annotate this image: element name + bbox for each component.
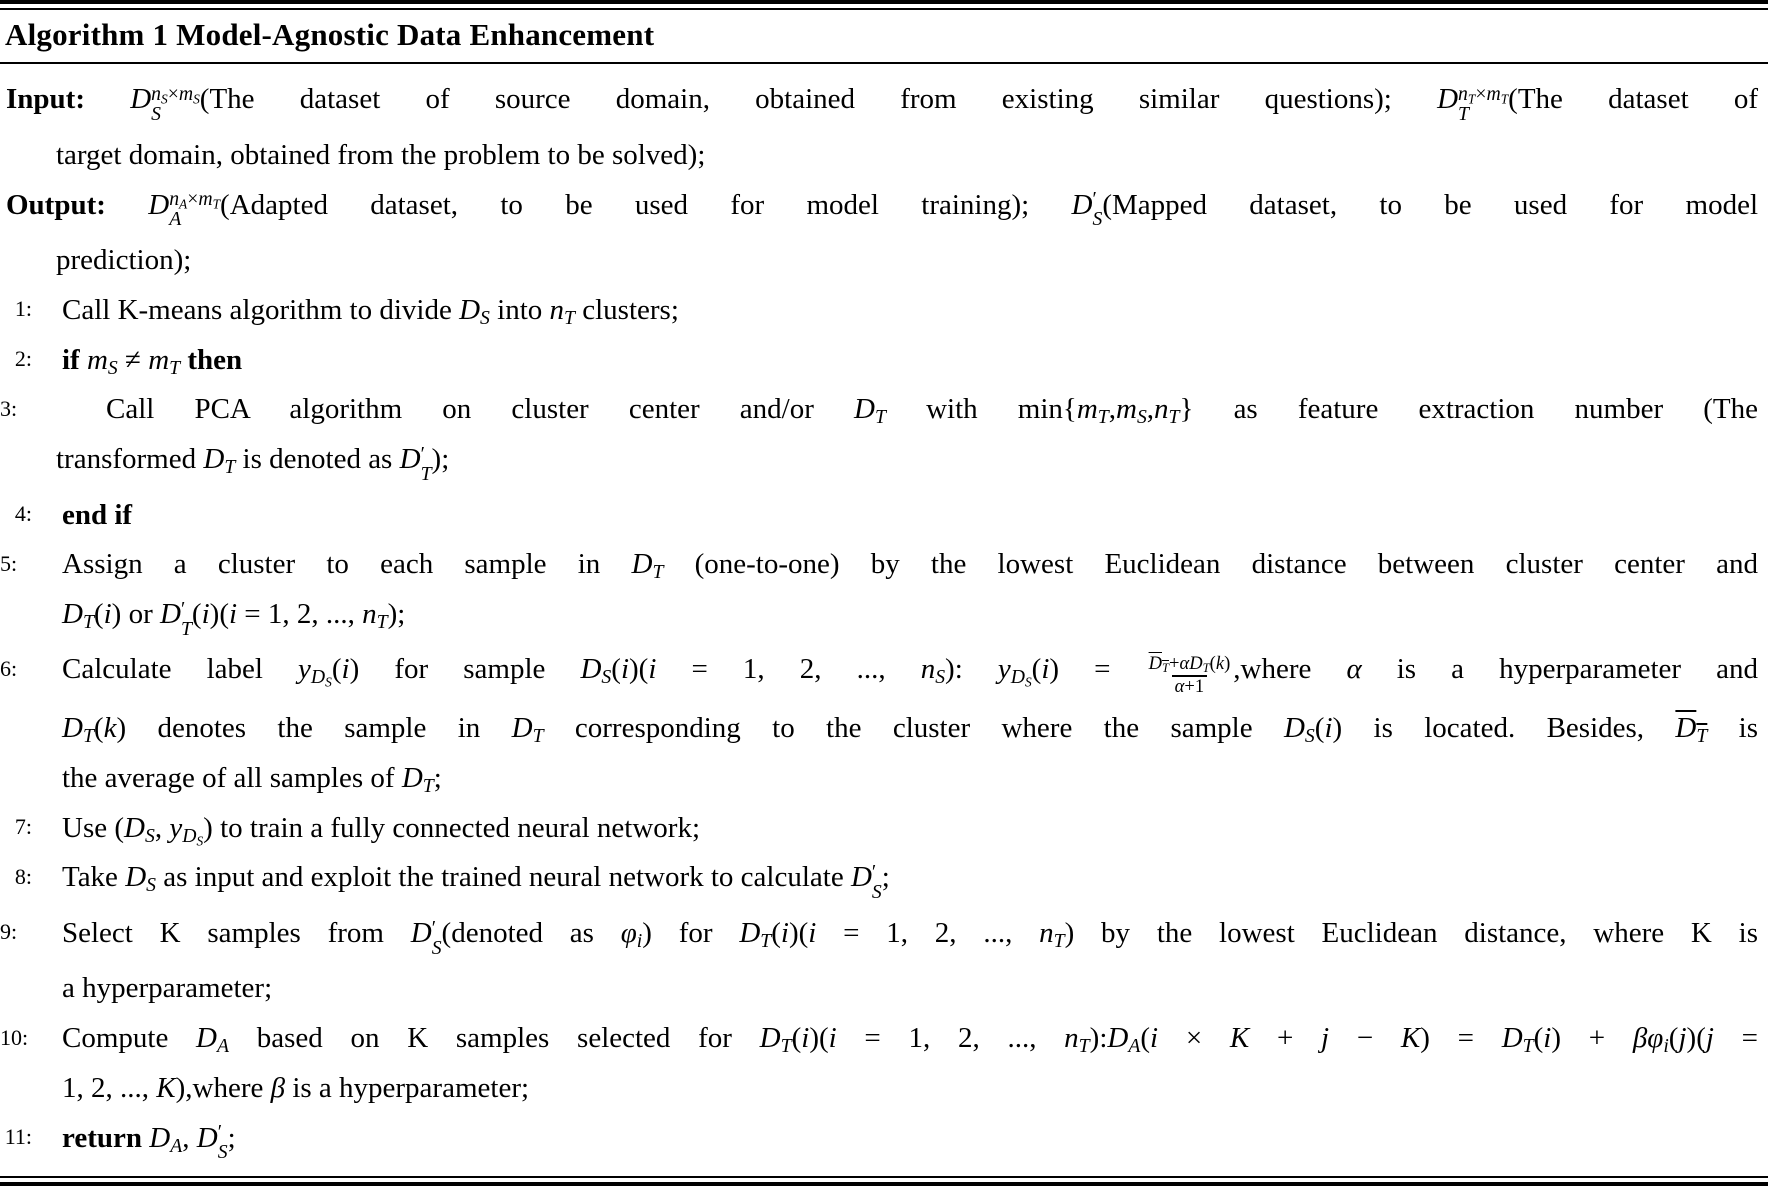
math-expression: D ′ T (i)(i = 1, 2, ..., $n_T$) [160, 597, 398, 640]
math-expression: $m_T,m_S,n_T$ [1076, 393, 1180, 429]
math-expression: D $n_S\times m_S$ S [130, 83, 200, 126]
line-number: 9: [0, 919, 18, 945]
math-expression: $D_T$ [631, 548, 664, 584]
algo-line-11: $D_T(i)$ or D ′ T (i)(i = 1, 2, ..., $n_T$); [62, 597, 406, 640]
line-number: 3: [0, 395, 18, 421]
algo-line-15: 7: Use ($D_S$, $y_{D_S}$) to train a fully connected neural network; [0, 809, 1758, 847]
math-expression: 1, 2, ..., K) [62, 1071, 186, 1104]
algo-line-6: 2: if $m_S \ne m_T$ then [0, 341, 1758, 379]
math-expression: D $n_T\times m_T$ T [1437, 83, 1509, 126]
line-number: 2: [14, 346, 32, 372]
math-expression: $D_T$ [854, 393, 886, 429]
line-number: 10: [0, 1024, 29, 1050]
math-expression: D ′ S [1071, 188, 1103, 231]
algo-line-8: transformed $D_T$ is denoted as D ′ T ); [56, 442, 450, 485]
math-expression: $D_T(k)$ [62, 712, 127, 748]
math-expression: β [270, 1071, 286, 1104]
algo-line-14: the average of all samples of $D_T$; [62, 761, 442, 797]
algo-line-21: 11: return $D_A$, D ′ S ; [0, 1119, 1758, 1163]
algo-line-16: 8: Take $D_S$ as input and exploit the trained neural network to calculate D ′ S ; [0, 858, 1758, 902]
algorithm-body [0, 64, 1768, 1176]
math-expression: $D_T(i)(i = 1$, 2, ..., $n_T$) [739, 916, 1075, 952]
algo-line-13: $D_T(k)$ denotes the sample in $D_T$ corresponding to the cluster where the sample $D_S(i)$ is located. Besides, $D_T$ is [62, 712, 1759, 748]
line-number: 11: [4, 1124, 32, 1150]
algorithm-title: Algorithm 1 Model-Agnostic Data Enhancement [5, 17, 655, 52]
math-expression: $D_T$ [203, 443, 236, 478]
math-expression: $D_A$ [149, 1121, 183, 1157]
algo-line-1: Input: D $n_S\times m_S$ S (The dataset of source domain, obtained from existing similar questions); D $n_T\times m_T$ T (The dataset of [6, 83, 1758, 126]
line-number: 5: [0, 550, 18, 576]
line-number: 4: [14, 500, 32, 526]
bottom-rule-thick [0, 1182, 1768, 1186]
math-expression: $n_T$ [549, 293, 575, 329]
math-expression: $y_{D_S}(i)$ [298, 653, 360, 690]
algo-line-18: a hyperparameter; [62, 972, 273, 1005]
algo-line-3: Output: D $n_A\times m_T$ A (Adapted dataset, to be used for model training); D ′ S (Mapped dataset, to be used for model [6, 188, 1759, 231]
math-expression: D ′ S [850, 861, 882, 904]
algo-line-9: 4: end if [0, 496, 1758, 534]
algo-line-17: 9: Select K samples from D ′ S (denoted as $\varphi_i$) for $D_T(i)(i = 1$, 2, ..., $n_T$) by the lowest Euclidean distance, where K is [0, 916, 1758, 959]
algo-line-20: 1, 2, ..., K),where β is a hyperparameter; [62, 1071, 530, 1104]
math-expression: $D_T$ [401, 761, 434, 797]
line-number: 1: [14, 296, 32, 322]
algo-line-12: 6: Calculate label $y_{D_S}(i)$ for sample $D_S(i)(i = 1$, 2, ..., $n_S$): $y_{D_S}(i)$ = $\frac{D_T+\alpha D_T(k)}{\alpha+1}$ ,where α is a hyperparameter and [0, 653, 1759, 697]
line-number: 7: [14, 814, 32, 840]
math-expression: $\varphi_i$ [620, 916, 643, 952]
algo-line-4: prediction); [56, 244, 192, 277]
line-number: 6: [0, 655, 18, 681]
math-expression: $D_S$ [459, 293, 490, 329]
math-expression: D $n_A\times m_T$ A [148, 188, 221, 231]
math-expression: D ′ S [410, 916, 442, 959]
algo-line-19: 10: Compute $D_A$ based on K samples selected for $D_T(i)(i = 1$, 2, ..., $n_T):D_A(i \times K + j - K) = D_T(i) + \beta\varphi_i(j)(j$ = [0, 1022, 1758, 1057]
math-expression: $D_T(i)$ [62, 598, 122, 633]
algo-line-5: 1: Call K-means algorithm to divide $D_S$ into $n_T$ clusters; [0, 291, 1758, 329]
math-expression: $D_T$ [1675, 712, 1708, 748]
algo-line-7: 3: Call PCA algorithm on cluster center and/or $D_T$ with $\min\{m_T,m_S,n_T\}$ as feature extraction number (The [0, 393, 1758, 429]
math-expression: ($D_S$, $y_{D_S}$) [114, 811, 213, 848]
algo-line-10: 5: Assign a cluster to each sample in $D_T$ (one-to-one) by the lowest Euclidean distance between cluster center and [0, 548, 1758, 584]
math-expression: $D_S$ [125, 861, 156, 897]
line-number: 8: [14, 863, 32, 889]
math-expression: D ′ T [399, 442, 432, 485]
math-expression: $D_T(i)(i = 1$, 2, ..., $n_T$) [759, 1022, 1100, 1057]
math-expression: $D_S(i)(i = 1$, 2, ..., $n_S$) [580, 653, 955, 689]
algo-line-2: target domain, obtained from the problem to be solved); [56, 138, 706, 171]
math-expression: $D_T$ [511, 712, 544, 748]
math-expression: $y_{D_S}(i)$ = $\frac{D_T+\alpha D_T(k)}{\alpha+1}$ [997, 653, 1231, 697]
math-expression: $m_S \ne m_T$ [86, 343, 181, 379]
math-expression: $D_A$ [196, 1022, 230, 1057]
math-expression: $D_S(i)$ [1283, 712, 1343, 748]
math-expression: $D_A(i \times K + j - K) = D_T(i) + \beta\varphi_i(j)(j$ = [1107, 1022, 1758, 1057]
math-expression: D ′ S [196, 1121, 228, 1164]
math-expression: α [1346, 653, 1362, 686]
